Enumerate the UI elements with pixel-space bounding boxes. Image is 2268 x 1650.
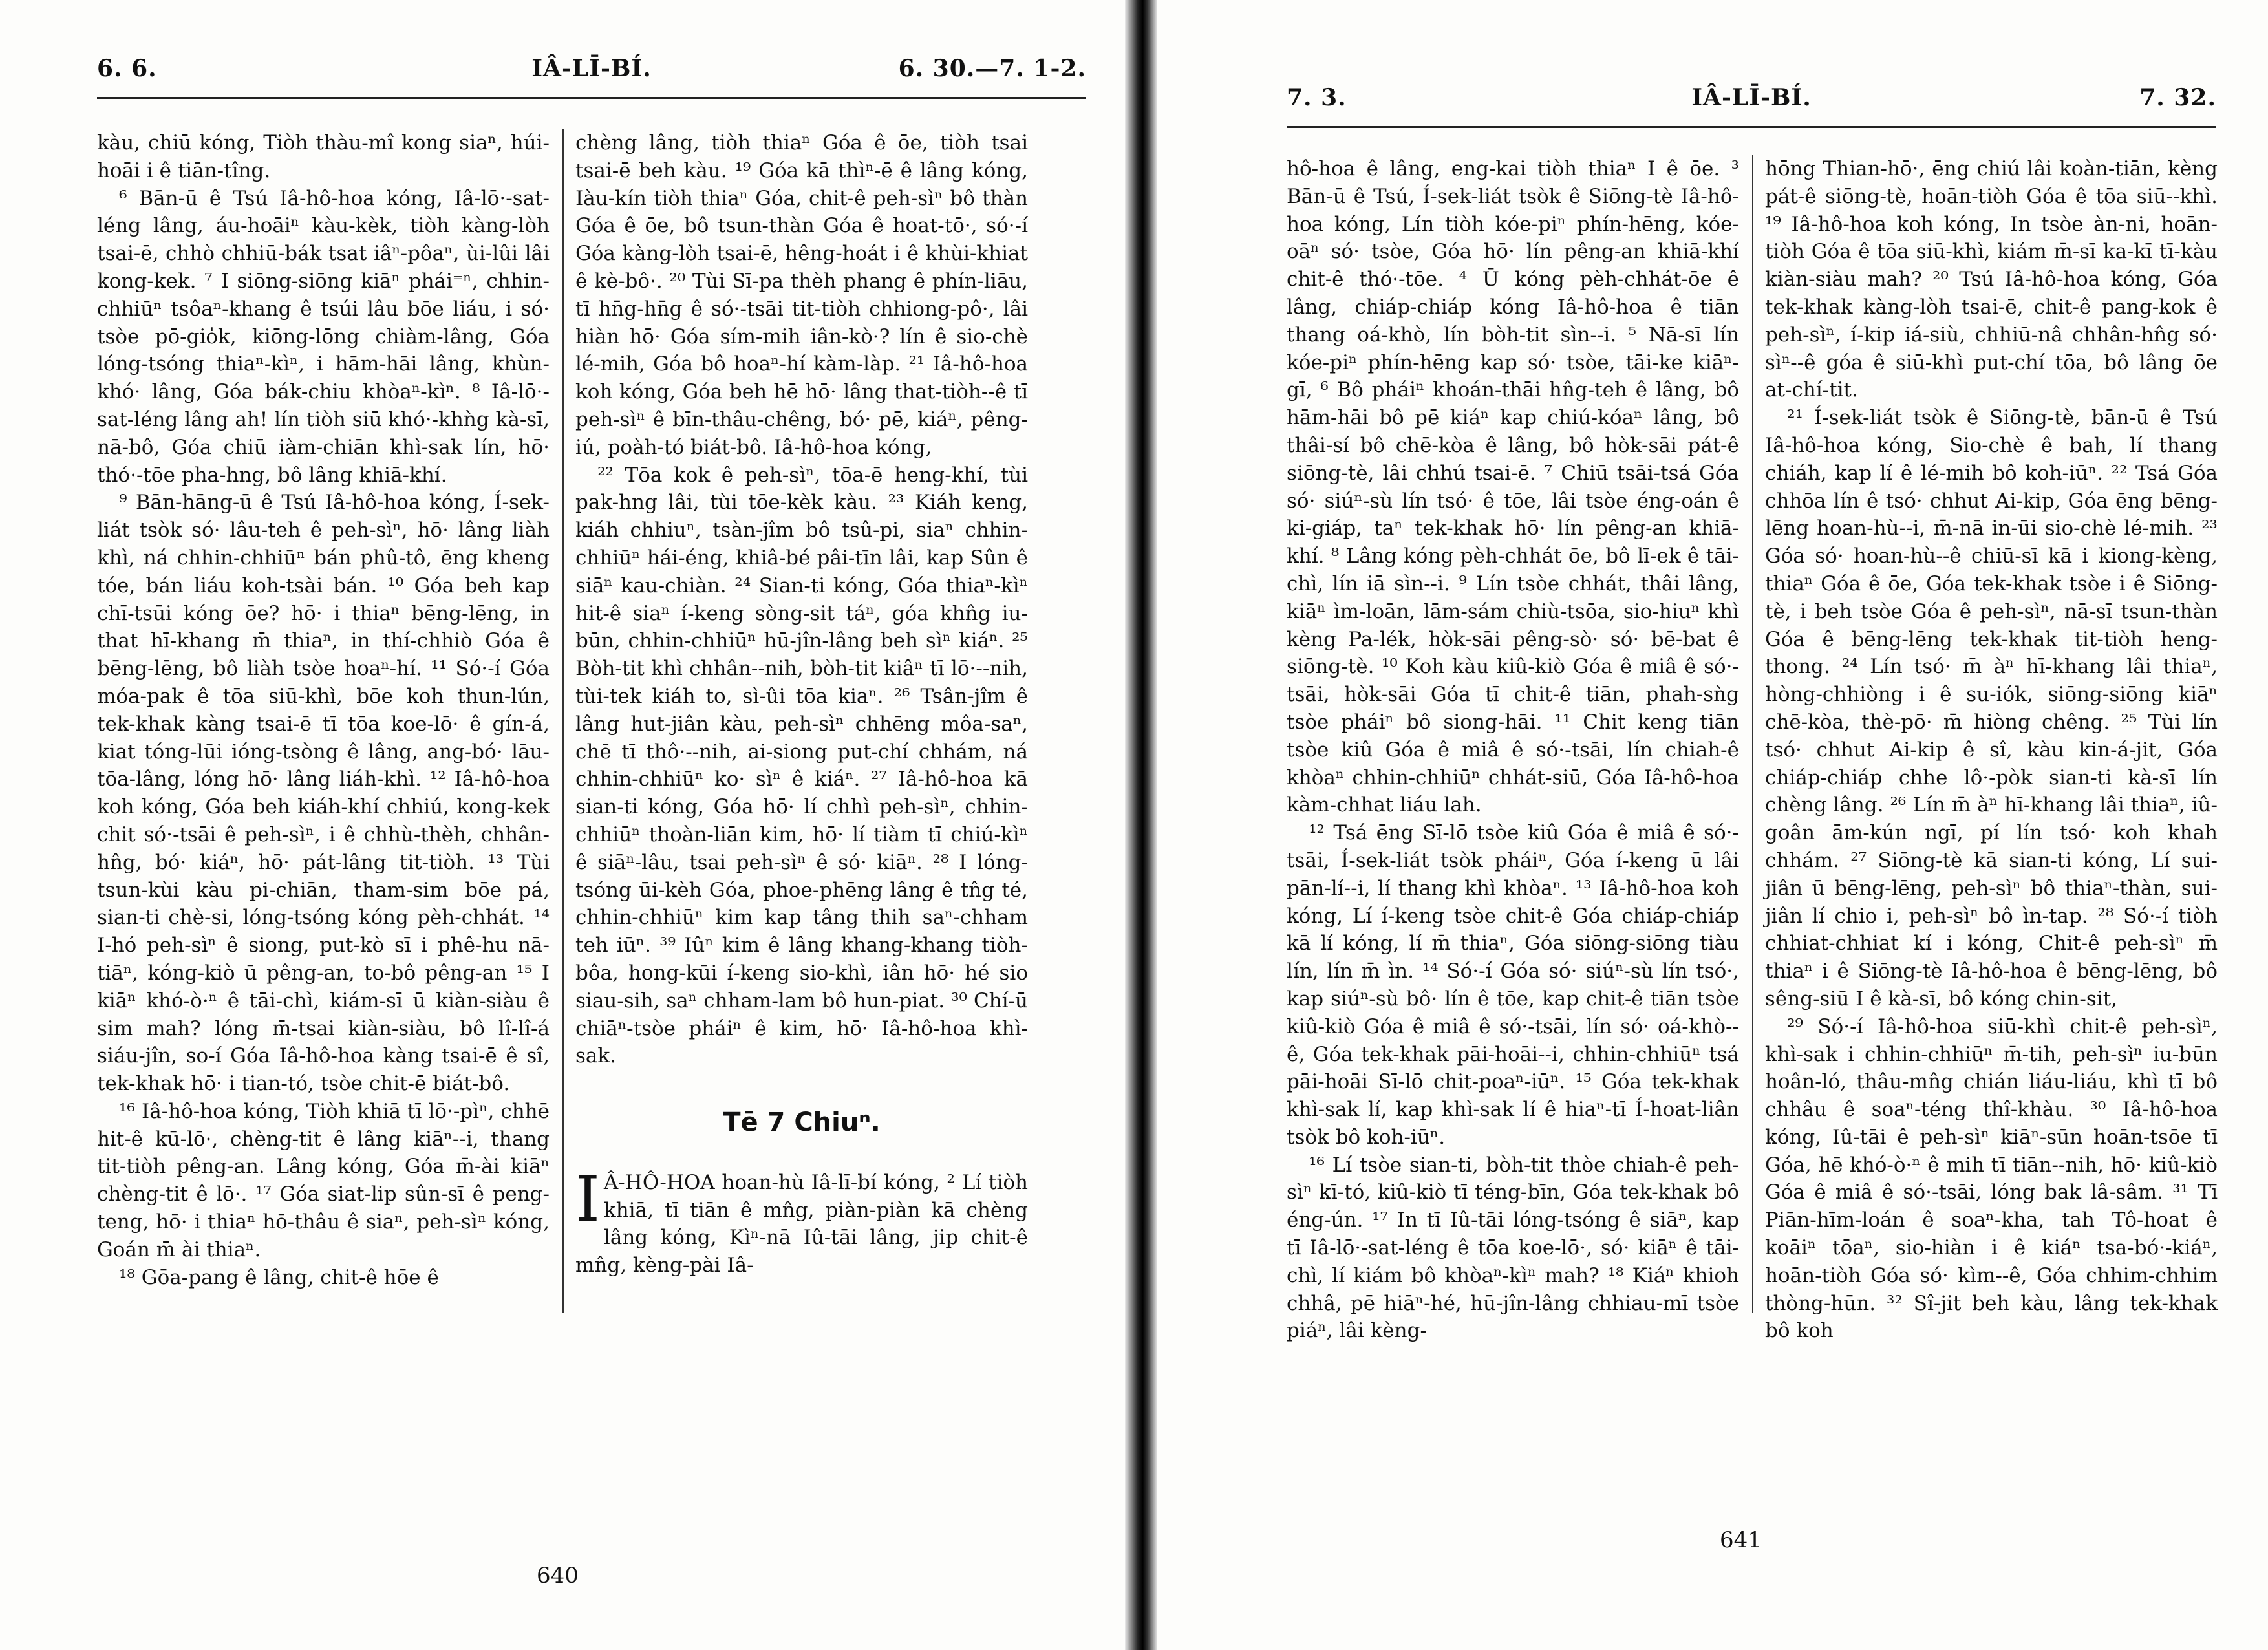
left-header-chapter-start: 6. 6. xyxy=(97,55,157,82)
left-page xyxy=(0,0,1125,1650)
chapter-heading: Tē 7 Chiuⁿ. xyxy=(723,1108,881,1138)
right-page-number: 641 xyxy=(1720,1527,1762,1553)
right-column-divider xyxy=(1752,155,1753,1312)
right-page xyxy=(1157,0,2268,1650)
drop-cap: I xyxy=(575,1162,600,1236)
left-column-1 xyxy=(97,129,550,1291)
right-column-1 xyxy=(1287,155,1739,1345)
left-running-header xyxy=(97,55,1086,94)
right-header-chapter-end: 7. 32. xyxy=(2139,84,2216,111)
chapter-opening-paragraph xyxy=(575,1162,1028,1280)
book-gutter xyxy=(1125,0,1157,1650)
left-column-divider xyxy=(562,129,564,1312)
paragraph: ¹⁶ Lí tsòe sian-ti, bòh-tit thòe chiah-ê peh-sìⁿ kī-tó, kiû-kiò tī téng-bīn, Góa tek-khak bô éng-ún. ¹⁷ In tī Iû-tāi lóng-tsóng ê siāⁿ, kap tī Iâ-lō·-sat-léng ê tōa koe-lō·, só· kiāⁿ ê tāi-chì, lí kiám bô khòaⁿ-kìⁿ mah? ¹⁸ Kiáⁿ khioh chhâ, pē hiāⁿ-hé, hū-jîn-lâng chhiau-mī tsòe piáⁿ, lâi kèng- xyxy=(1287,1153,1739,1343)
paragraph: hô-hoa ê lâng, eng-kai tiòh thiaⁿ I ê ōe. ³ Bān-ū ê Tsú, Í-sek-liát tsòk ê Siōng-tè Iâ-hô-hoa kóng, Lín tiòh kóe-piⁿ phín-hēng, kóe-oāⁿ só· tsòe, Góa hō· lín pêng-an khiā-khí chit-ê thó·-tōe. ⁴ Ū kóng pèh-chhát-ōe ê lâng, chiáp-chiáp kóng Iâ-hô-hoa ê tiān thang oá-khò, lín bòh-tit sìn--i. ⁵ Nā-sī lín kóe-piⁿ phín-hēng kap só· tsòe, tāi-ke kiāⁿ-gī, ⁶ Bô pháiⁿ khoán-thāi hn̂g-teh ê lâng, bô hām-hāi bô pē kiáⁿ kap chiú-kóaⁿ lâng, bô thâi-sí bô chē-kòa ê lâng, bô hòk-sāi pát-ê siōng-tè, lâi chhú tsai-ē. ⁷ Chiū tsāi-tsá Góa só· siúⁿ-sù lín tsó· ê tōe, lâi tsòe éng-oán ê ki-giáp, taⁿ tek-khak hō· lín pêng-an khiā-khí. ⁸ Lâng kóng pèh-chhát ōe, bô lī-ek ê tāi-chì, lín iā sìn--i. ⁹ Lín tsòe chhát, thâi lâng, kiāⁿ ìm-loān, lām-sám chiù-tsōa, sio-hiuⁿ khì kèng Pa-lék, hòk-sāi pêng-sò· só· bē-bat ê siōng-tè. ¹⁰ Koh kàu kiû-kiò Góa ê miâ ê só·-tsāi, hòk-sāi Góa tī chit-ê tiān, phah-sǹg tsòe pháiⁿ bô siong-hāi. ¹¹ Chit keng tiān tsòe kiû Góa ê miâ ê só·-tsāi, lín chiah-ê khòaⁿ chhin-chhiūⁿ chhát-siū, Góa Iâ-hô-hoa kàm-chhat liáu lah. xyxy=(1287,157,1739,817)
right-header-chapter-start: 7. 3. xyxy=(1287,84,1347,111)
left-header-chapter-range: 6. 30.—7. 1-2. xyxy=(898,55,1086,82)
right-column-2 xyxy=(1765,155,2218,1345)
right-header-book-title: IÂ-LĪ-BÍ. xyxy=(1691,84,1812,111)
paragraph: chèng lâng, tiòh thiaⁿ Góa ê ōe, tiòh tsai tsai-ē beh kàu. ¹⁹ Góa kā thìⁿ-ē ê lâng kóng, Iàu-kín tiòh thiaⁿ Góa, chit-ê peh-sìⁿ bô thàn Góa ê ōe, bô tsun-thàn Góa ê hoat-tō·, só·-í Góa kàng-lòh tsai-ē, hêng-hoát i ê khùi-khiat ê kè-bô·. ²⁰ Tùi Sī-pa thèh phang ê phín-liāu, tī hn̄g-hn̄g ê só·-tsāi tit-tiòh chhiong-pô·, lâi hiàn hō· Góa sím-mih iân-kò·? lín ê sio-chè lé-mih, Góa bô hoaⁿ-hí kàm-làp. ²¹ Iâ-hô-hoa koh kóng, Góa beh hē hō· lâng that-tiòh--ê tī peh-sìⁿ ê bīn-thâu-chêng, bó· pē, kiáⁿ, pêng-iú, poàh-tó biát-bô. Iâ-hô-hoa kóng, xyxy=(575,131,1028,459)
left-page-number: 640 xyxy=(537,1563,579,1589)
paragraph: hōng Thian-hō·, ēng chiú lâi koàn-tiān, kèng pát-ê siōng-tè, hoān-tiòh Góa ê tōa siū--khì. ¹⁹ Iâ-hô-hoa koh kóng, In tsòe àn-ni, hoān-tiòh Góa ê tōa siū-khì, kiám m̄-sī ka-kī tī-kàu kiàn-siàu mah? ²⁰ Tsú Iâ-hô-hoa kóng, Góa tek-khak kàng-lòh tsai-ē, chit-ê pang-kok ê peh-sìⁿ, í-kip iá-siù, chhiū-nâ chhân-hn̂g só· sìⁿ--ê góa ê siū-khì put-chí tōa, bô lâng ōe at-chí-tit. xyxy=(1765,157,2218,402)
paragraph: ²¹ Í-sek-liát tsòk ê Siōng-tè, bān-ū ê Tsú Iâ-hô-hoa kóng, Sio-chè ê bah, lí thang chiáh, kap lí ê lé-mih bô koh-iūⁿ. ²² Tsá Góa chhōa lín ê tsó· chhut Ai-kip, Góa ēng bēng-lēng hoan-hù--i, m̄-nā in-ūi sio-chè lé-mih. ²³ Góa só· hoan-hù--ê chiū-sī kā i kiong-kèng, thiaⁿ Góa ê ōe, Góa tek-khak tsòe i ê Siōng-tè, i beh tsòe Góa ê peh-sìⁿ, nā-sī tsun-thàn Góa ê bēng-lēng tek-khak tit-tiòh heng-thong. ²⁴ Lín tsó· m̄ àⁿ hī-khang lâi thiaⁿ, hòng-chhiòng i ê su-iók, siōng-siōng kiāⁿ chē-kòa, thè-pō· m̄ hiòng chêng. ²⁵ Tùi lín tsó· chhut Ai-kip ê sî, kàu kin-á-jit, Góa chiáp-chiáp chhe lô·-pòk sian-ti kà-sī lín chèng lâng. ²⁶ Lín m̄ àⁿ hī-khang lâi thiaⁿ, iû-goân ām-kún ngī, pí lín tsó· koh khah chhám. ²⁷ Siōng-tè kā sian-ti kóng, Lí sui-jiân ū bēng-lēng, peh-sìⁿ bô thiaⁿ-thàn, sui-jiân lí chio i, peh-sìⁿ bô ìn-tap. ²⁸ Só·-í tiòh chhiat-chhiat kí i kóng, Chit-ê peh-sìⁿ m̄ thiaⁿ i ê Siōng-tè Iâ-hô-hoa ê bēng-lēng, bô sêng-siū I ê kà-sī, bô kóng chin-sit, xyxy=(1765,406,2218,1011)
chapter-opening-text: Â-HÔ-HOA hoan-hù Iâ-lī-bí kóng, ² Lí tiòh khiā, tī tiān ê mn̂g, piàn-piàn kā chèng lâng kóng, Kìⁿ-nā Iû-tāi lâng, jip chit-ê mn̂g, kèng-pài Iâ- xyxy=(575,1170,1028,1278)
paragraph: ²² Tōa kok ê peh-sìⁿ, tōa-ē heng-khí, tùi pak-hng lâi, tùi tōe-kèk kàu. ²³ Kiáh keng, kiáh chhiuⁿ, tsàn-jîm bô tsû-pi, siaⁿ chhin-chhiūⁿ hái-éng, khiâ-bé pâi-tīn lâi, kap Sûn ê siāⁿ kau-chiàn. ²⁴ Sian-ti kóng, Góa thiaⁿ-kìⁿ hit-ê siaⁿ í-keng sòng-sit táⁿ, góa khn̂g iu-būn, chhin-chhiūⁿ hū-jîn-lâng beh sìⁿ kiáⁿ. ²⁵ Bòh-tit khì chhân--nih, bòh-tit kiâⁿ tī lō·--nih, tùi-tek kiáh to, sì-ûi tōa kiaⁿ. ²⁶ Tsân-jîm ê lâng hut-jiân kàu, peh-sìⁿ chhēng môa-saⁿ, chē tī thô·--nih, ai-siong put-chí chhám, ná chhin-chhiūⁿ ko· sìⁿ ê kiáⁿ. ²⁷ Iâ-hô-hoa kā sian-ti kóng, Góa hō· lí chhì peh-sìⁿ, chhin-chhiūⁿ thoàn-liān kim, hō· lí tiàm tī chiú-kìⁿ ê siāⁿ-lâu, tsai peh-sìⁿ ê só· kiāⁿ. ²⁸ I lóng-tsóng ūi-kèh Góa, phoe-phēng lâng ê tn̂g té, chhin-chhiūⁿ kim kap tâng thih saⁿ-chham teh iūⁿ. ³⁹ Iûⁿ kim ê lâng khang-khang tiòh-bôa, hong-kūi í-keng sio-khì, iân hō· hé sio siau-sih, saⁿ chham-lam bô hun-piat. ³⁰ Chí-ū chiāⁿ-tsòe pháiⁿ ê kim, hō· Iâ-hô-hoa khì-sak. xyxy=(575,463,1028,1068)
left-header-rule xyxy=(97,97,1086,99)
right-running-header xyxy=(1287,84,2216,123)
paragraph: ¹⁶ Iâ-hô-hoa kóng, Tiòh khiā tī lō·-pìⁿ, chhē hit-ê kū-lō·, chèng-tit ê lâng kiāⁿ--i, thang tit-tiòh pêng-an. Lâng kóng, Góa m̄-ài kiāⁿ chèng-tit ê lō·. ¹⁷ Góa siat-lip sûn-sī ê peng-teng, hō· i thiaⁿ hō-thâu ê siaⁿ, peh-sìⁿ kóng, Goán m̄ ài thiaⁿ. xyxy=(97,1099,550,1261)
paragraph: ¹⁸ Gōa-pang ê lâng, chit-ê hōe ê xyxy=(119,1265,439,1289)
left-column-2 xyxy=(575,129,1028,1280)
paragraph: ²⁹ Só·-í Iâ-hô-hoa siū-khì chit-ê peh-sìⁿ, khì-sak i chhin-chhiūⁿ m̄-tih, peh-sìⁿ iu-būn hoân-ló, thâu-mn̂g chián liáu-liáu, khì tī bô chhâu ê soaⁿ-téng thî-khàu. ³⁰ Iâ-hô-hoa kóng, Iû-tāi ê peh-sìⁿ kiāⁿ-sūn hoān-tsōe tī Góa, hē khó-ò·ⁿ ê mih tī tiān--nih, hō· kiû-kiò Góa ê miâ ê só·-tsāi, lóng bak lâ-sâm. ³¹ Tī Piān-hīm-loán ê soaⁿ-kha, tah Tô-hoat ê koāiⁿ tōaⁿ, sio-hiàn i ê kiáⁿ tsa-bó·-kiáⁿ, hoān-tiòh Góa só· kìm--ê, Góa chhim-chhim thòng-hūn. ³² Sî-jit beh kàu, lâng tek-khak bô koh xyxy=(1765,1014,2218,1343)
paragraph: ⁶ Bān-ū ê Tsú Iâ-hô-hoa kóng, Iâ-lō·-sat-léng lâng, áu-hoāiⁿ kàu-kèk, tiòh kàng-lòh tsai-ē, chhò chhiū-bák tsat iâⁿ-pôaⁿ, ùi-lûi lâi kong-kek. ⁷ I siōng-siōng kiāⁿ phái⁼ⁿ, chhin-chhiūⁿ tsôaⁿ-khang ê tsúi lâu bōe liáu, i só· tsòe pō-gio̍k, kiōng-lōng chiàm-lâng, Góa lóng-tsóng thiaⁿ-kìⁿ, i hām-hāi lâng, khùn-khó· lâng, Góa bák-chiu khòaⁿ-kìⁿ. ⁸ Iâ-lō·-sat-léng lâng ah! lín tiòh siū khó·-khǹg kà-sī, nā-bô, Góa chiū iàm-chiān khì-sak lín, hō· thó·-tōe pha-hng, bô lâng khiā-khí. xyxy=(97,186,550,487)
right-header-rule xyxy=(1287,126,2216,128)
paragraph: kàu, chiū kóng, Tiòh thàu-mî kong siaⁿ, húi-hoāi i ê tiān-tîng. xyxy=(97,131,550,182)
paragraph: ¹² Tsá ēng Sī-lō tsòe kiû Góa ê miâ ê só·-tsāi, Í-sek-liát tsòk pháiⁿ, Góa í-keng ū lâi pān-lí--i, lí thang khì khòaⁿ. ¹³ Iâ-hô-hoa koh kóng, Lí í-keng tsòe chit-ê Góa chiáp-chiáp kā lí kóng, lí m̄ thiaⁿ, Góa siōng-siōng tiàu lín, lín m̄ ìn. ¹⁴ Só·-í Góa só· siúⁿ-sù lín tsó·, kap siúⁿ-sù bô· lín ê tōe, kap chit-ê tiān tsòe kiû-kiò Góa ê miâ ê só·-tsāi, lín só· oá-khò--ê, Góa tek-khak pāi-hoāi--i, chhin-chhiūⁿ tsá pāi-hoāi Sī-lō chit-poaⁿ-iūⁿ. ¹⁵ Góa tek-khak khì-sak lí, kap khì-sak lí ê hiaⁿ-tī Í-hoat-liân tsòk bô koh-iūⁿ. xyxy=(1287,821,1739,1149)
left-header-book-title: IÂ-LĪ-BÍ. xyxy=(531,55,652,82)
paragraph: ⁹ Bān-hāng-ū ê Tsú Iâ-hô-hoa kóng, Í-sek-liát tsòk só· lâu-teh ê peh-sìⁿ, hō· lâng liàh khì, ná chhin-chhiūⁿ bán phû-tô, ēng kheng tóe, bán liáu koh-tsài bán. ¹⁰ Góa beh kap chī-tsūi kóng ōe? hō· i thiaⁿ bēng-lēng, in that hī-khang m̄ thiaⁿ, in thí-chhiò Góa ê bēng-lēng, bô liàh tsòe hoaⁿ-hí. ¹¹ Só·-í Góa móa-pak ê tōa siū-khì, bōe koh thun-lún, tek-khak kàng tsai-ē tī tōa koe-lō· ê gín-á, kiat tóng-lūi ióng-tsòng ê lâng, ang-bó· lāu-tōa-lâng, lóng hō· lâng liáh-khì. ¹² Iâ-hô-hoa koh kóng, Góa beh kiáh-khí chhiú, kong-kek chit só·-tsāi ê peh-sìⁿ, i ê chhù-thèh, chhân-hn̂g, bó· kiáⁿ, hō· pát-lâng tit-tiòh. ¹³ Tùi tsun-kùi kàu pi-chiān, tham-sim bōe pá, sian-ti chè-si, lóng-tsóng kóng pèh-chhát. ¹⁴ I-hó peh-sìⁿ ê siong, put-kò sī i phê-hu nā-tiāⁿ, kóng-kiò ū pêng-an, to-bô pêng-an ¹⁵ I kiāⁿ khó-ò·ⁿ ê tāi-chì, kiám-sī ū kiàn-siàu ê sim mah? lóng m̄-tsai kiàn-siàu, bô lî-lî-á siáu-jîn, so-í Góa Iâ-hô-hoa kàng tsai-ē ê sî, tek-khak hō· i tian-tó, tsòe chit-ē biát-bô. xyxy=(97,491,550,1096)
